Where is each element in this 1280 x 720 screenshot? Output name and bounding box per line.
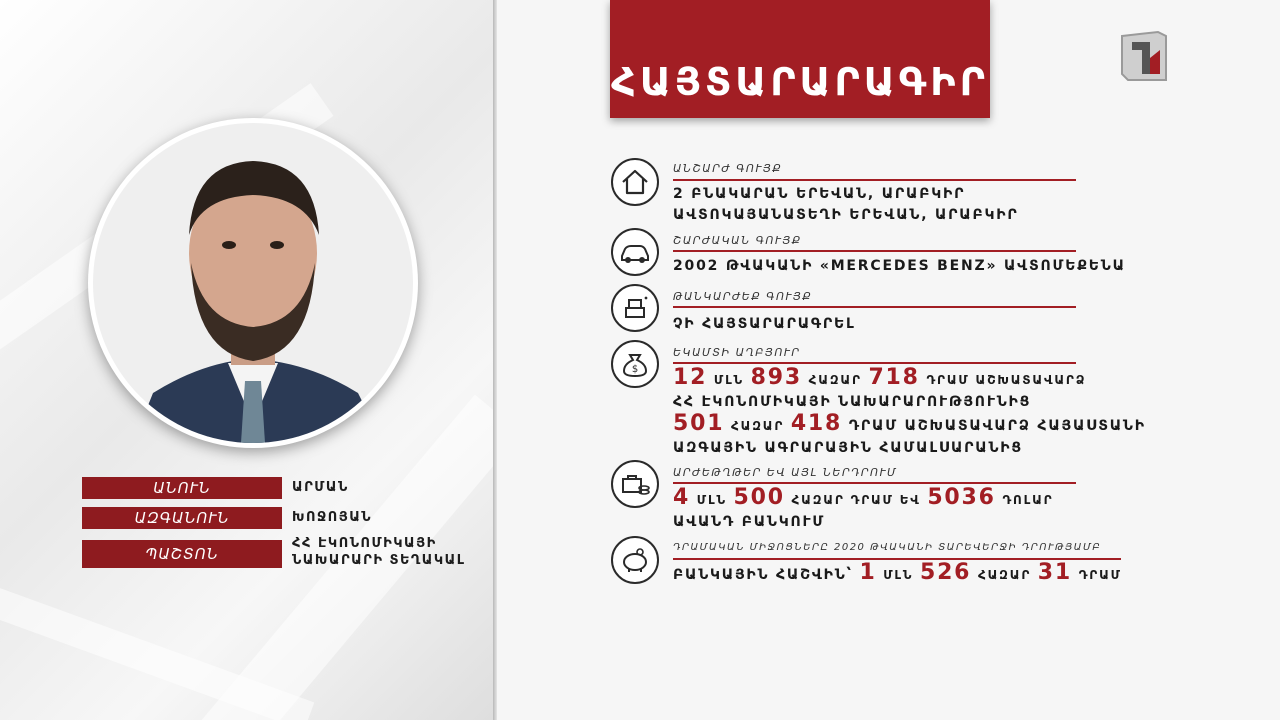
cash-text-part: ԲԱՆԿԱՅԻՆ ՀԱՇՎԻՆ՝: [673, 567, 853, 583]
avatar: [88, 118, 418, 448]
income-heading: ԵԿԱՄՏԻ ԱՂԲՅՈՒՐ: [673, 346, 801, 359]
real-estate-text: [673, 184, 1019, 226]
first-name-label: ԱՆՈՒՆ: [82, 477, 282, 499]
real-estate-line2: ԱՎՏՈԿԱՅԱՆԱՏԵՂԻ ԵՐԵՎԱՆ, ԱՐԱԲԿԻՐ: [673, 207, 1019, 223]
income-unit: ԴՐԱՄ ԱՇԽԱՏԱՎԱՐՁ: [926, 373, 1087, 387]
channel-one-icon: [1120, 30, 1168, 82]
house-icon: [611, 158, 659, 206]
income-line1: [673, 366, 1146, 392]
position-label: ՊԱՇՏՈՆ: [82, 540, 282, 568]
income-unit: ՀԱԶԱՐ: [808, 373, 862, 387]
section-divider: [673, 179, 1076, 181]
last-name-label: ԱԶԳԱՆՈՒՆ: [82, 507, 282, 529]
portrait-image: [93, 123, 413, 443]
real-estate-heading: ԱՆՇԱՐԺ ԳՈՒՅՔ: [673, 162, 783, 175]
cash-text: [673, 560, 1122, 588]
securities-heading: ԱՐԺԵԹՂԹԵՐ ԵՎ ԱՅԼ ՆԵՐԴՐՈՒՄ: [673, 466, 898, 479]
cash-unit: ՄԼՆ: [883, 568, 914, 582]
position-value-line1: ՀՀ ԷԿՈՆՈՄԻԿԱՅԻ: [292, 536, 437, 551]
income-text: [673, 366, 1146, 458]
money-bag-icon: [611, 340, 659, 388]
securities-number: 5036: [927, 485, 996, 510]
last-name-value: ԽՈՋՈՅԱՆ: [292, 510, 373, 525]
income-number: 718: [868, 365, 920, 390]
piggy-bank-icon: [611, 536, 659, 584]
cash-unit: ՀԱԶԱՐ: [977, 568, 1032, 582]
cash-unit: ԴՐԱՄ: [1078, 568, 1122, 582]
movable-line1: 2002 ԹՎԱԿԱՆԻ «MERCEDES BENZ» ԱՎՏՈՄԵՔԵՆԱ: [673, 258, 1126, 274]
income-line3: [673, 412, 1146, 438]
section-divider: [673, 250, 1076, 252]
real-estate-line1: 2 ԲՆԱԿԱՐԱՆ ԵՐԵՎԱՆ, ԱՐԱԲԿԻՐ: [673, 186, 966, 202]
section-divider: [673, 362, 1076, 364]
income-unit: ՀԱԶԱՐ: [731, 419, 785, 433]
car-icon: [611, 228, 659, 276]
page-title: ՀԱՅՏԱՐԱՐԱԳԻՐ: [611, 60, 989, 104]
position-value: [292, 535, 493, 569]
income-line4: ԱԶԳԱՅԻՆ ԱԳՐԱՐԱՅԻՆ ՀԱՄԱԼՍԱՐԱՆԻՑ: [673, 440, 1023, 456]
cash-number: 526: [919, 560, 972, 585]
securities-line1: [673, 486, 1053, 512]
income-number: 12: [673, 365, 708, 390]
gold-bars-icon: [611, 284, 659, 332]
securities-text: [673, 486, 1053, 532]
first-name-value: ԱՐՄԱՆ: [292, 480, 349, 495]
briefcase-coins-icon: [611, 460, 659, 508]
securities-number: 4: [673, 485, 691, 510]
movable-heading: ՇԱՐԺԱԿԱՆ ԳՈՒՅՔ: [673, 234, 802, 247]
valuables-line1: ՉԻ ՀԱՅՏԱՐԱՐԱԳՐԵԼ: [673, 316, 856, 332]
section-divider: [673, 306, 1076, 308]
valuables-heading: ԹԱՆԿԱՐԺԵՔ ԳՈՒՅՔ: [673, 290, 813, 303]
income-number: 501: [673, 411, 725, 436]
income-line2: ՀՀ ԷԿՈՆՈՄԻԿԱՅԻ ՆԱԽԱՐԱՐՈՒԹՅՈՒՆԻՑ: [673, 394, 1032, 410]
income-unit: ԴՐԱՄ ԱՇԽԱՏԱՎԱՐՁ ՀԱՅԱՍՏԱՆԻ: [848, 418, 1146, 434]
income-number: 418: [790, 411, 843, 436]
title-banner: [610, 0, 990, 118]
securities-unit: ՄԼՆ: [696, 493, 727, 507]
securities-line2: ԱՎԱՆԴ ԲԱՆԿՈՒՄ: [673, 514, 826, 530]
channel-logo: [1120, 30, 1168, 82]
cash-number: 1: [859, 560, 877, 585]
securities-number: 500: [733, 485, 785, 510]
securities-unit: ԴՈԼԱՐ: [1002, 493, 1054, 507]
cash-heading: ԴՐԱՄԱԿԱՆ ՄԻՋՈՑՆԵՐԸ 2020 ԹՎԱԿԱՆԻ ՏԱՐԵՎԵՐՋԻ ԴՐՈՒԹՅԱՄԲ: [673, 542, 1102, 553]
currency-symbol: $: [631, 364, 639, 375]
left-panel: [0, 0, 493, 720]
position-value-line2: ՆԱԽԱՐԱՐԻ ՏԵՂԱԿԱԼ: [292, 553, 466, 568]
income-unit: ՄԼՆ: [713, 373, 744, 387]
income-number: 893: [750, 365, 802, 390]
securities-unit: ՀԱԶԱՐ ԴՐԱՄ ԵՎ: [791, 493, 921, 507]
cash-number: 31: [1037, 560, 1073, 585]
section-divider: [673, 482, 1076, 484]
